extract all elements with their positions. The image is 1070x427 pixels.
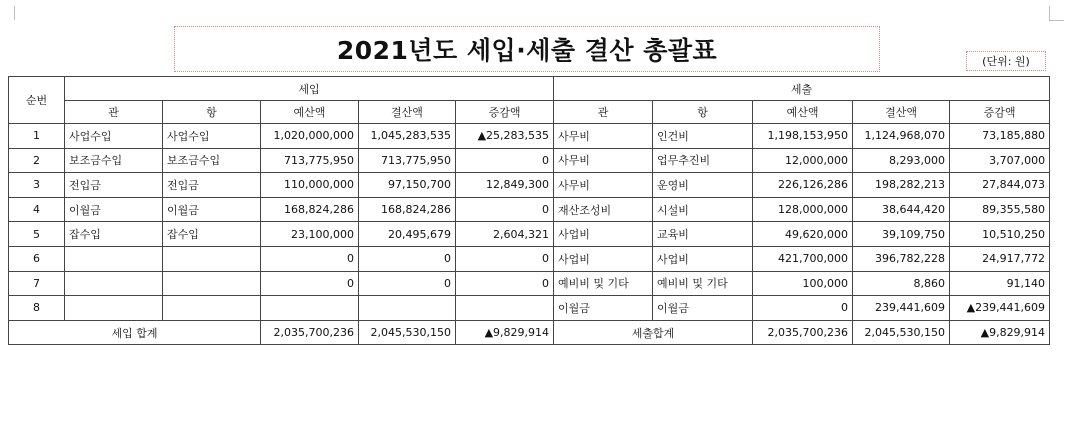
table-row xyxy=(9,246,1050,271)
expense-hang-cell: 교육비 xyxy=(653,222,753,247)
column-header: 결산액 xyxy=(853,101,950,124)
revenue-actual-cell: 0 xyxy=(359,271,456,296)
expense-actual-cell: 396,782,228 xyxy=(853,246,950,271)
revenue-gwan-cell: 잡수입 xyxy=(65,222,163,247)
column-header: 관 xyxy=(554,101,653,124)
column-header: 예산액 xyxy=(261,101,359,124)
expense-gwan-cell: 재산조성비 xyxy=(554,197,653,222)
revenue-actual-cell: 20,495,679 xyxy=(359,222,456,247)
expense-budget-cell: 421,700,000 xyxy=(753,246,853,271)
title-frame xyxy=(174,26,880,72)
revenue-hang-cell xyxy=(163,271,261,296)
settlement-table xyxy=(8,76,1050,345)
column-header: 증감액 xyxy=(950,101,1050,124)
revenue-total-budget: 2,035,700,236 xyxy=(261,320,359,345)
expense-gwan-cell: 사무비 xyxy=(554,124,653,149)
header-group-row xyxy=(9,77,1050,101)
expense-diff-cell: ▲239,441,609 xyxy=(950,296,1050,321)
revenue-diff-cell: 12,849,300 xyxy=(456,173,554,198)
revenue-gwan-cell: 보조금수입 xyxy=(65,148,163,173)
expense-actual-cell: 198,282,213 xyxy=(853,173,950,198)
seq-cell: 2 xyxy=(9,148,65,173)
revenue-budget-cell xyxy=(261,296,359,321)
expense-total-budget: 2,035,700,236 xyxy=(753,320,853,345)
revenue-diff-cell: 0 xyxy=(456,271,554,296)
expense-hang-cell: 이월금 xyxy=(653,296,753,321)
expense-diff-cell: 91,140 xyxy=(950,271,1050,296)
seq-cell: 8 xyxy=(9,296,65,321)
revenue-hang-cell: 전입금 xyxy=(163,173,261,198)
expense-diff-cell: 27,844,073 xyxy=(950,173,1050,198)
expense-actual-cell: 8,293,000 xyxy=(853,148,950,173)
expense-actual-cell: 39,109,750 xyxy=(853,222,950,247)
expense-hang-cell: 업무추진비 xyxy=(653,148,753,173)
revenue-actual-cell: 1,045,283,535 xyxy=(359,124,456,149)
revenue-total-label: 세입 합계 xyxy=(9,320,261,345)
column-header: 항 xyxy=(653,101,753,124)
expense-actual-cell: 1,124,968,070 xyxy=(853,124,950,149)
expense-diff-cell: 10,510,250 xyxy=(950,222,1050,247)
revenue-total-actual: 2,045,530,150 xyxy=(359,320,456,345)
expense-total-actual: 2,045,530,150 xyxy=(853,320,950,345)
revenue-diff-cell: 2,604,321 xyxy=(456,222,554,247)
expense-actual-cell: 8,860 xyxy=(853,271,950,296)
page-corner-mark-right xyxy=(1049,6,1064,21)
column-header: 항 xyxy=(163,101,261,124)
expense-gwan-cell: 사업비 xyxy=(554,246,653,271)
expense-budget-cell: 226,126,286 xyxy=(753,173,853,198)
expense-gwan-cell: 사무비 xyxy=(554,173,653,198)
expense-group-header: 세출 xyxy=(554,77,1050,101)
revenue-diff-cell xyxy=(456,296,554,321)
seq-cell: 3 xyxy=(9,173,65,198)
revenue-diff-cell: ▲25,283,535 xyxy=(456,124,554,149)
seq-cell: 5 xyxy=(9,222,65,247)
expense-budget-cell: 1,198,153,950 xyxy=(753,124,853,149)
page-corner-mark-left xyxy=(0,6,15,20)
seq-header: 순번 xyxy=(9,77,65,124)
revenue-actual-cell: 97,150,700 xyxy=(359,173,456,198)
expense-hang-cell: 사업비 xyxy=(653,246,753,271)
expense-budget-cell: 49,620,000 xyxy=(753,222,853,247)
seq-cell: 6 xyxy=(9,246,65,271)
revenue-diff-cell: 0 xyxy=(456,246,554,271)
column-header: 관 xyxy=(65,101,163,124)
expense-gwan-cell: 사무비 xyxy=(554,148,653,173)
expense-budget-cell: 128,000,000 xyxy=(753,197,853,222)
seq-cell: 4 xyxy=(9,197,65,222)
revenue-budget-cell: 0 xyxy=(261,246,359,271)
revenue-hang-cell: 잡수입 xyxy=(163,222,261,247)
revenue-diff-cell: 0 xyxy=(456,148,554,173)
expense-total-diff: ▲9,829,914 xyxy=(950,320,1050,345)
seq-cell: 7 xyxy=(9,271,65,296)
revenue-hang-cell: 사업수입 xyxy=(163,124,261,149)
revenue-hang-cell xyxy=(163,246,261,271)
column-header: 증감액 xyxy=(456,101,554,124)
expense-actual-cell: 239,441,609 xyxy=(853,296,950,321)
expense-hang-cell: 운영비 xyxy=(653,173,753,198)
table-row xyxy=(9,173,1050,198)
table-row xyxy=(9,222,1050,247)
unit-label: (단위: 원) xyxy=(966,51,1046,71)
totals-row xyxy=(9,320,1050,345)
column-header-row xyxy=(9,101,1050,124)
revenue-budget-cell: 0 xyxy=(261,271,359,296)
expense-diff-cell: 73,185,880 xyxy=(950,124,1050,149)
revenue-budget-cell: 1,020,000,000 xyxy=(261,124,359,149)
revenue-actual-cell xyxy=(359,296,456,321)
revenue-hang-cell xyxy=(163,296,261,321)
revenue-actual-cell: 0 xyxy=(359,246,456,271)
table-row xyxy=(9,296,1050,321)
expense-hang-cell: 인건비 xyxy=(653,124,753,149)
expense-diff-cell: 24,917,772 xyxy=(950,246,1050,271)
expense-actual-cell: 38,644,420 xyxy=(853,197,950,222)
revenue-gwan-cell: 사업수입 xyxy=(65,124,163,149)
expense-gwan-cell: 예비비 및 기타 xyxy=(554,271,653,296)
revenue-gwan-cell xyxy=(65,271,163,296)
revenue-hang-cell: 이월금 xyxy=(163,197,261,222)
expense-budget-cell: 12,000,000 xyxy=(753,148,853,173)
expense-hang-cell: 시설비 xyxy=(653,197,753,222)
revenue-gwan-cell xyxy=(65,296,163,321)
revenue-budget-cell: 168,824,286 xyxy=(261,197,359,222)
table-row xyxy=(9,148,1050,173)
table-row xyxy=(9,197,1050,222)
table-row xyxy=(9,124,1050,149)
seq-cell: 1 xyxy=(9,124,65,149)
expense-total-label: 세출합계 xyxy=(554,320,753,345)
column-header: 예산액 xyxy=(753,101,853,124)
table-row xyxy=(9,271,1050,296)
expense-diff-cell: 89,355,580 xyxy=(950,197,1050,222)
expense-gwan-cell: 이월금 xyxy=(554,296,653,321)
revenue-actual-cell: 168,824,286 xyxy=(359,197,456,222)
revenue-gwan-cell: 전입금 xyxy=(65,173,163,198)
revenue-budget-cell: 23,100,000 xyxy=(261,222,359,247)
expense-diff-cell: 3,707,000 xyxy=(950,148,1050,173)
column-header: 결산액 xyxy=(359,101,456,124)
revenue-gwan-cell xyxy=(65,246,163,271)
revenue-total-diff: ▲9,829,914 xyxy=(456,320,554,345)
document-title: 2021년도 세입·세출 결산 총괄표 xyxy=(336,36,718,65)
expense-gwan-cell: 사업비 xyxy=(554,222,653,247)
expense-hang-cell: 예비비 및 기타 xyxy=(653,271,753,296)
expense-budget-cell: 0 xyxy=(753,296,853,321)
revenue-hang-cell: 보조금수입 xyxy=(163,148,261,173)
revenue-group-header: 세입 xyxy=(65,77,554,101)
expense-budget-cell: 100,000 xyxy=(753,271,853,296)
revenue-diff-cell: 0 xyxy=(456,197,554,222)
revenue-budget-cell: 110,000,000 xyxy=(261,173,359,198)
revenue-actual-cell: 713,775,950 xyxy=(359,148,456,173)
revenue-gwan-cell: 이월금 xyxy=(65,197,163,222)
revenue-budget-cell: 713,775,950 xyxy=(261,148,359,173)
